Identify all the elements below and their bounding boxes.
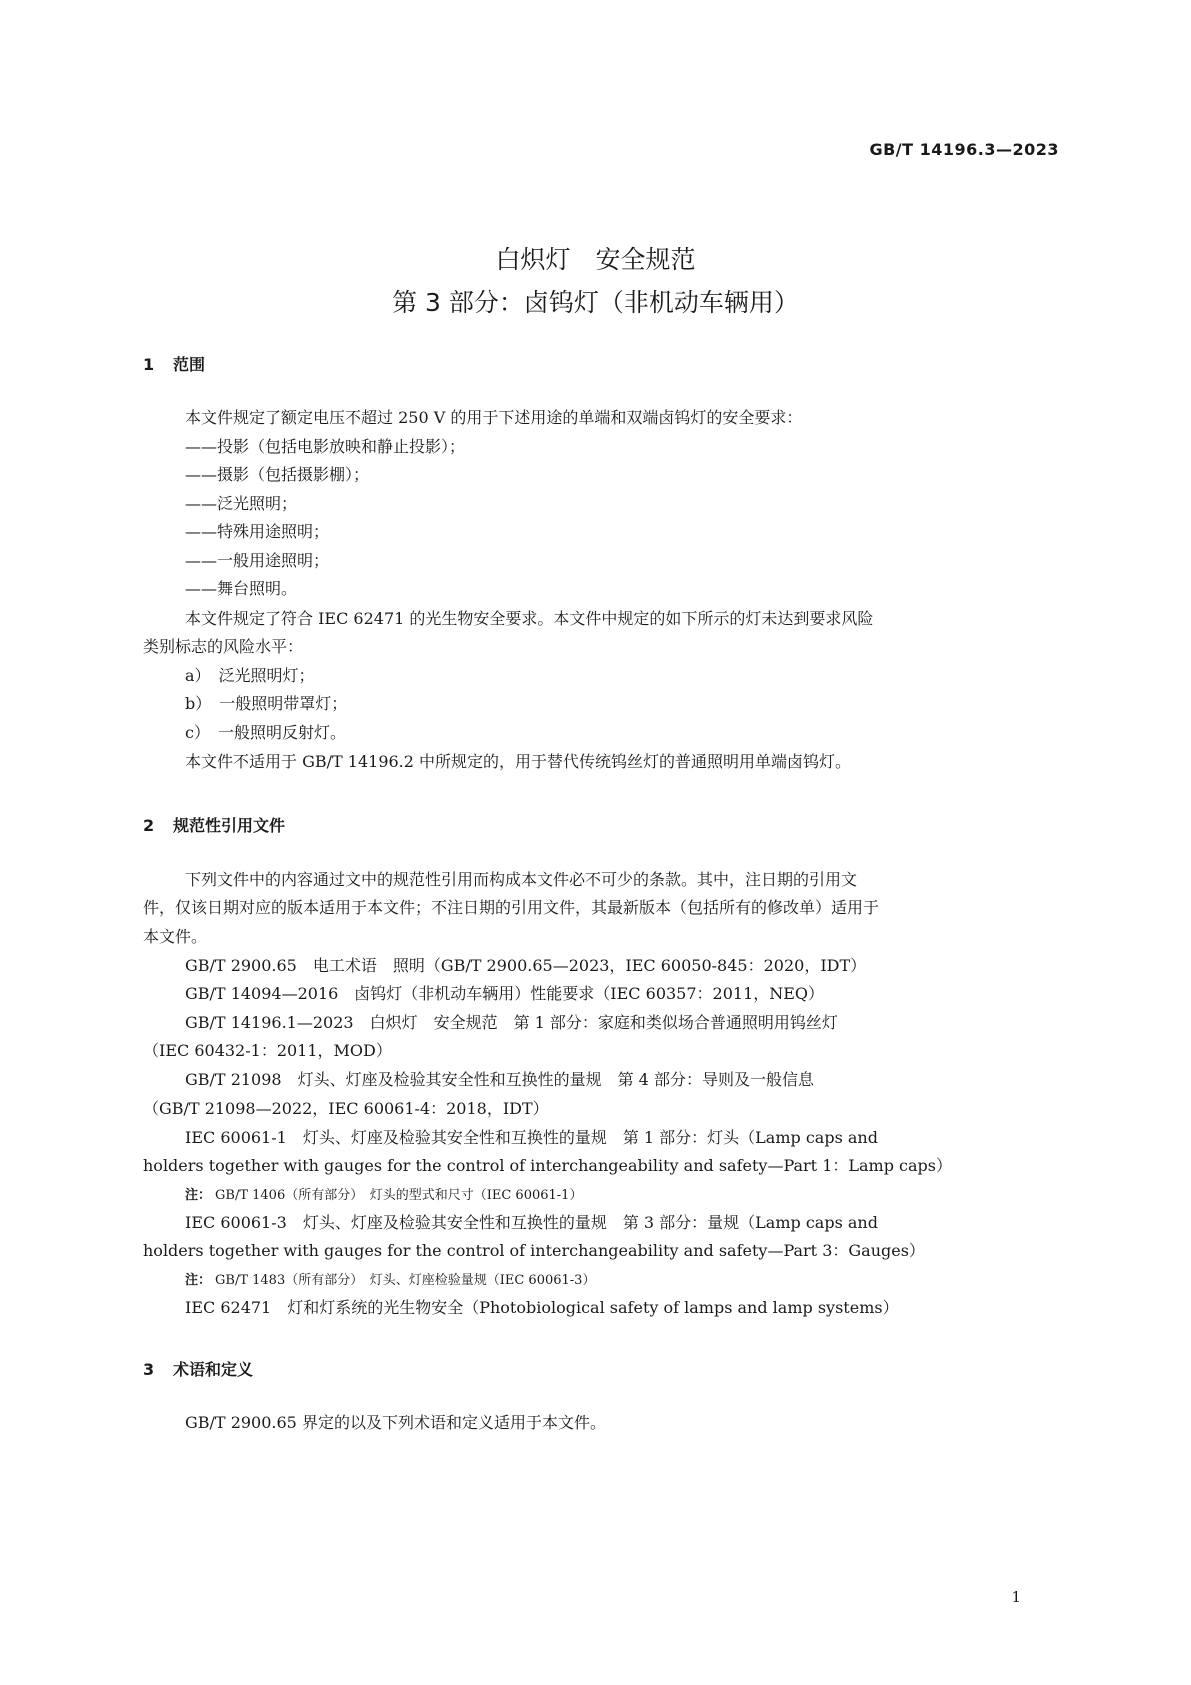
reference-item: GB/T 2900.65 电工术语 照明（GB/T 2900.65—2023，IEC 60050-845：2020，IDT）: [185, 956, 867, 975]
list-item: c） 一般照明反射灯。: [185, 723, 346, 742]
section-heading-terms: [143, 1357, 253, 1380]
photobio-paragraph: 本文件规定了符合 IEC 62471 的光生物安全要求。本文件中规定的如下所示的灯未达到要求风险: [185, 609, 874, 628]
reference-item: GB/T 21098 灯头、灯座及检验其安全性和互换性的量规 第 4 部分：导则及一般信息: [185, 1070, 814, 1089]
section-number: 2: [143, 816, 155, 835]
scope-paragraph: 本文件规定了额定电压不超过 250 V 的用于下述用途的单端和双端卤钨灯的安全要求：: [185, 408, 803, 427]
reference-item-cont: （IEC 60432-1：2011，MOD）: [143, 1041, 392, 1060]
list-item: ——一般用途照明；: [185, 551, 330, 570]
refs-intro-paragraph: 下列文件中的内容通过文中的规范性引用而构成本文件必不可少的条款。其中，注日期的引用文: [185, 870, 858, 889]
reference-note: [185, 1186, 582, 1206]
list-item: a） 泛光照明灯；: [185, 666, 315, 685]
reference-note: [185, 1271, 595, 1291]
list-item: ——摄影（包括摄影棚）；: [185, 465, 370, 484]
section-title: 范围: [173, 355, 206, 374]
reference-item-cont: holders together with gauges for the control of interchangeability and safety—Part 3：Gauges）: [143, 1241, 925, 1260]
section-heading-scope: [143, 352, 205, 375]
note-text: GB/T 1483（所有部分） 灯头、灯座检验量规（IEC 60061-3）: [215, 1273, 596, 1288]
section-number: 1: [143, 355, 155, 374]
list-item: ——舞台照明。: [185, 579, 298, 598]
document-title: 白炽灯 安全规范: [495, 245, 696, 274]
section-number: 3: [143, 1360, 155, 1379]
standard-number: GB/T 14196.3—2023: [869, 140, 1059, 159]
reference-item: GB/T 14196.1—2023 白炽灯 安全规范 第 1 部分：家庭和类似场合普通照明用钨丝灯: [185, 1013, 838, 1032]
section-title: 规范性引用文件: [173, 816, 286, 835]
terms-paragraph: GB/T 2900.65 界定的以及下列术语和定义适用于本文件。: [185, 1413, 606, 1432]
refs-intro-paragraph-cont: 件，仅该日期对应的版本适用于本文件；不注日期的引用文件，其最新版本（包括所有的修改单）适用于: [143, 898, 880, 917]
section-heading-normative-refs: [143, 813, 285, 836]
reference-item: GB/T 14094—2016 卤钨灯（非机动车辆用）性能要求（IEC 60357：2011，NEQ）: [185, 984, 825, 1003]
refs-intro-paragraph-cont: 本文件。: [143, 927, 208, 946]
list-item: b） 一般照明带罩灯；: [185, 694, 348, 713]
list-item: ——投影（包括电影放映和静止投影）；: [185, 437, 466, 456]
document-subtitle: 第 3 部分：卤钨灯（非机动车辆用）: [392, 288, 799, 317]
photobio-paragraph-cont: 类别标志的风险水平：: [143, 637, 304, 656]
page-number: 1: [1011, 1588, 1021, 1606]
reference-item: IEC 62471 灯和灯系统的光生物安全（Photobiological safety of lamps and lamp systems）: [185, 1298, 899, 1317]
reference-item: IEC 60061-3 灯头、灯座及检验其安全性和互换性的量规 第 3 部分：量规（Lamp caps and: [185, 1213, 878, 1232]
list-item: ——泛光照明；: [185, 494, 298, 513]
note-label: 注：: [185, 1188, 212, 1203]
reference-item-cont: （GB/T 21098—2022，IEC 60061-4：2018，IDT）: [143, 1099, 549, 1118]
reference-item-cont: holders together with gauges for the control of interchangeability and safety—Part 1：Lamp caps）: [143, 1156, 952, 1175]
list-item: ——特殊用途照明；: [185, 522, 330, 541]
note-label: 注：: [185, 1273, 212, 1288]
section-title: 术语和定义: [173, 1360, 254, 1379]
exclusion-paragraph: 本文件不适用于 GB/T 14196.2 中所规定的，用于替代传统钨丝灯的普通照明用单端卤钨灯。: [185, 752, 852, 771]
note-text: GB/T 1406（所有部分） 灯头的型式和尺寸（IEC 60061-1）: [215, 1188, 583, 1203]
reference-item: IEC 60061-1 灯头、灯座及检验其安全性和互换性的量规 第 1 部分：灯头（Lamp caps and: [185, 1128, 878, 1147]
